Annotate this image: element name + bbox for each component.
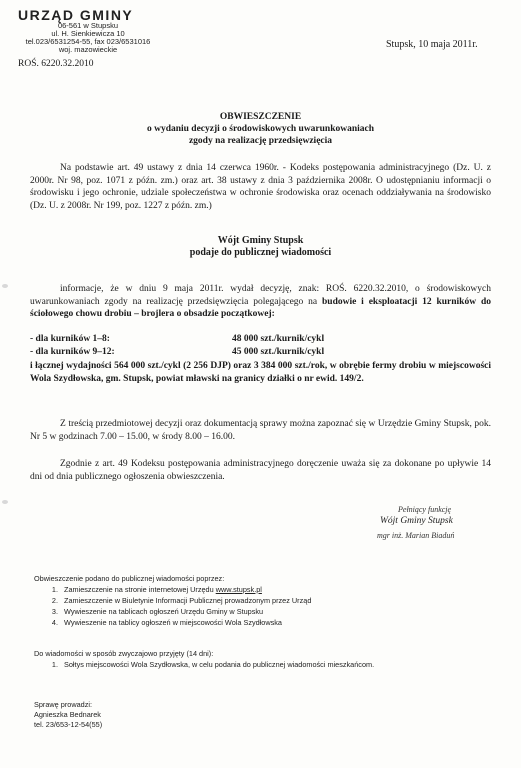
case-handler	[34, 700, 102, 730]
title-line: zgody na realizację przedsięwzięcia	[188, 136, 333, 146]
decision-total: i łącznej wydajności 564 000 szt./cykl (2 256 DJP) oraz 3 384 000 szt./rok, w obrębie fermy drobiu w miejscowości Wola Szydłowska, gm. Stupsk, powiat mławski na granicy działki o nr ewid. 149/2.	[30, 361, 491, 384]
rate-value: 45 000 szt./kurnik/cykl	[232, 347, 325, 357]
document-date: Stupsk, 10 maja 2011r.	[386, 39, 478, 50]
rate-label: - dla kurników 1–8:	[30, 334, 110, 344]
punch-hole-mark	[2, 500, 8, 504]
website-link[interactable]: www.stupsk.pl	[215, 585, 262, 594]
title-line: OBWIESZCZENIE	[219, 112, 302, 122]
authority-heading	[30, 235, 491, 259]
list-item	[44, 595, 494, 606]
delivery-heading: Do wiadomości w sposób zwyczajowo przyjęty (14 dni):	[34, 649, 214, 658]
list-number: 1.	[51, 660, 58, 669]
handler-name: Agnieszka Bednarek	[34, 710, 101, 719]
legal-basis-paragraph: Na podstawie art. 49 ustawy z dnia 14 czerwca 1960r. - Kodeks postępowania administracyjnego (Dz. U. z 2000r. Nr 98, poz. 1071 z późn. zm.) oraz art. 38 ustawy z dnia 3 października 2008r. O udostępnianiu informacji o środowisku i jego ochronie, udziale społeczeństwa w ochronie środowiska oraz ocenach oddziaływania na środowisko (Dz. U. z 2008r. Nr 199, poz. 1227 z późn. zm.)	[30, 163, 491, 211]
decision-paragraph	[30, 283, 491, 321]
list-text	[64, 584, 262, 595]
list-number: 2.	[51, 596, 58, 605]
authority-line: Wójt Gminy Stupsk	[217, 235, 304, 246]
signature-role: Pełniący funkcję	[398, 505, 452, 514]
delivery-list	[34, 648, 494, 670]
list-number: 1.	[51, 585, 58, 594]
delivery-info-paragraph: Zgodnie z art. 49 Kodeksu postępowania administracyjnego doręczenie uważa się za dokonane po upływie 14 dni od dnia publicznego ogłoszenia obwieszczenia.	[30, 459, 491, 482]
handler-phone: tel. 23/653-12-54(55)	[34, 720, 103, 729]
list-text: Wywieszenie na tablicy ogłoszeń w miejscowości Wola Szydłowska	[64, 618, 282, 627]
list-text: Sołtys miejscowości Wola Szydłowska, w celu podania do publicznej wiadomości mieszkańcom.	[64, 660, 375, 669]
list-text: Wywieszenie na tablicach ogłoszeń Urzędu Gminy w Stupsku	[64, 607, 264, 616]
list-text: Zamieszczenie w Biuletynie Informacji Publicznej prowadzonym przez Urząd	[64, 596, 312, 605]
stamp-line: ul. H. Sienkiewicza 10	[51, 29, 125, 38]
access-info-paragraph: Z treścią przedmiotowej decyzji oraz dokumentacją sprawy można zapoznać się w Urzędzie Gminy Stupsk, pok. Nr 5 w godzinach 7.00 – 15.00, w środy 8.00 – 16.00.	[30, 419, 491, 442]
list-item	[44, 584, 494, 595]
decision-subject: budowie i eksploatacji 12 kurników do ściołowego chowu drobiu – brojlera o obsadzie początkowej:	[30, 296, 491, 319]
office-stamp	[18, 8, 168, 54]
punch-hole-mark	[2, 284, 8, 288]
stamp-line: tel.023/6531254-55, fax 023/6531016	[25, 37, 151, 46]
stamp-line: woj. mazowieckie	[58, 45, 118, 54]
rate-label: - dla kurników 9–12:	[30, 347, 115, 357]
signature-name: mgr inż. Marian Biaduń	[377, 531, 455, 540]
document-title	[30, 111, 491, 147]
signature-office: Wójt Gminy Stupsk	[380, 516, 453, 526]
rate-value: 48 000 szt./kurnik/cykl	[232, 334, 325, 344]
handler-label: Sprawę prowadzi:	[34, 700, 92, 709]
title-line: o wydaniu decyzji o środowiskowych uwarunkowaniach	[146, 124, 375, 134]
list-number: 3.	[51, 607, 58, 616]
decision-intro: informacje, że w dniu 9 maja 2011r. wydał decyzję, znak: ROŚ. 6220.32.2010, o środowiskowych uwarunkowaniach zgody na realizację przedsięwzięcia polegającego na	[30, 284, 491, 307]
publication-heading: Obwieszczenie podano do publicznej wiadomości poprzez:	[34, 574, 225, 583]
authority-line: podaje do publicznej wiadomości	[189, 247, 332, 258]
stamp-title: URZĄD GMINY	[18, 7, 134, 23]
list-text-plain: Zamieszczenie na stronie internetowej Urzędu	[64, 585, 216, 594]
stamp-line: 06-561 w Stupsku	[57, 21, 119, 30]
list-item	[44, 606, 494, 617]
case-signature: ROŚ. 6220.32.2010	[18, 59, 94, 69]
list-item	[44, 659, 494, 670]
publication-list	[34, 573, 494, 628]
list-item	[44, 617, 494, 628]
list-number: 4.	[51, 618, 58, 627]
